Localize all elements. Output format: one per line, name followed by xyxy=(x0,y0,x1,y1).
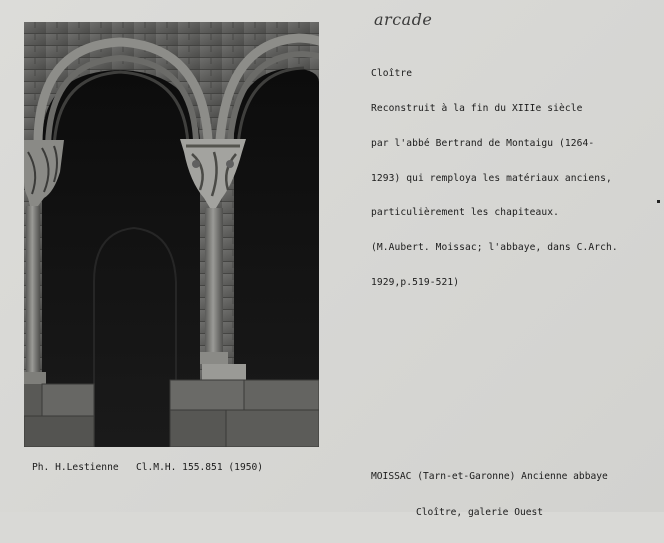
handwritten-annotation: arcade xyxy=(374,10,433,29)
description-line: Cloître xyxy=(371,68,413,80)
location-line-1: MOISSAC (Tarn-et-Garonne) Ancienne abbaye xyxy=(371,471,608,482)
pin-mark xyxy=(657,200,660,203)
location-caption xyxy=(371,447,608,543)
location-line-2: Cloître, galerie Ouest xyxy=(416,507,544,518)
description-line: 1929,p.519-521) xyxy=(371,276,460,288)
description-line: (M.Aubert. Moissac; l'abbaye, dans C.Arch. xyxy=(371,242,618,254)
description-line: 1293) qui remploya les matériaux anciens, xyxy=(371,172,612,184)
photo-year: (1950) xyxy=(228,462,264,473)
description-line: par l'abbé Bertrand de Montaigu (1264- xyxy=(371,137,595,149)
description-block xyxy=(371,45,618,312)
description-line: Reconstruit à la fin du XIIIe siècle xyxy=(371,102,583,114)
photograph-cloister-arcade xyxy=(24,22,319,447)
photo-credit xyxy=(32,462,263,473)
photographer: Ph. H.Lestienne xyxy=(32,462,119,473)
description-line: particulièrement les chapiteaux. xyxy=(371,207,560,219)
catalog-reference: Cl.M.H. 155.851 xyxy=(135,462,223,473)
